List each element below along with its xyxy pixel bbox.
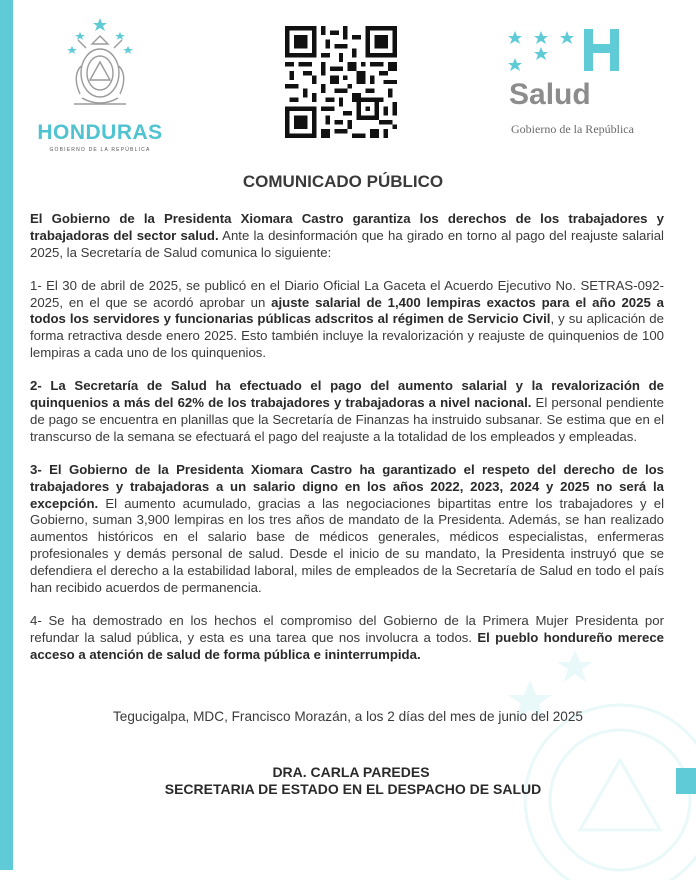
place-date: Tegucigalpa, MDC, Francisco Morazán, a los 2 días del mes de junio del 2025 [113, 709, 583, 724]
salud-wordmark: Salud [509, 78, 591, 111]
left-accent-bar [0, 0, 13, 870]
salud-subtitle: Gobierno de la República [511, 122, 634, 136]
page-title: COMUNICADO PÚBLICO [242, 172, 444, 191]
signature-position: SECRETARIA DE ESTADO EN EL DESPACHO DE SALUD [164, 781, 542, 797]
p1-pre: 1- El 30 de abril de 2025, se publicó en el Diario Oficial La Gaceta el Acuerdo Ejecutivo No. SETRAS-092-2025, en el que se acordó aprobar un [30, 277, 664, 310]
p4-bold: El pueblo hondureño merece acceso a atención de salud de forma pública e ininterrumpida. [30, 629, 664, 662]
p2-text: El personal pendiente de pago se encuentra en planillas que la Secretaría de Finanzas ha instruido subsanar. Se estima que en el transcurso de la semana se efectuará el pago del reajuste a la totalidad de los empleados y empleadas. [30, 395, 664, 444]
p2-bold: 2- La Secretaría de Salud ha efectuado el pago del aumento salarial y la revalorización de quinquenios a más del 62% de los trabajadores y trabajadoras a nivel nacional. [30, 378, 664, 411]
salud-logo [502, 24, 672, 144]
p4-text: 4- Se ha demostrado en los hechos el compromiso del Gobierno de la Primera Mujer Presidenta por refundar la salud pública, y esta es una tarea que nos involucra a todos. [30, 612, 664, 645]
honduras-logo [30, 18, 170, 158]
signature-name: DRA. CARLA PAREDES [272, 764, 430, 780]
intro-bold: El Gobierno de la Presidenta Xiomara Castro garantiza los derechos de los trabajadores y trabajadoras del sector salud. [30, 211, 664, 243]
paragraph-3 [30, 462, 664, 596]
p3-bold: 3- El Gobierno de la Presidenta Xiomara Castro ha garantizado el respeto del derecho de los trabajadores y trabajadoras a un salario digno en los años 2022, 2023, 2024 y 2025 no será la excepción. [30, 462, 664, 511]
p1-bold: ajuste salarial de 1,400 lempiras exactos para el año 2025 a todos los servidores y funcionarias públicas adscritos al régimen de Servicio Civil [30, 294, 665, 327]
paragraph-intro [30, 211, 664, 261]
honduras-wordmark: HONDURAS [37, 121, 163, 144]
paragraph-1 [30, 278, 664, 362]
paragraph-2 [30, 378, 664, 445]
honduras-subtitle: GOBIERNO DE LA REPÚBLICA [49, 147, 151, 153]
qr-code-icon [285, 26, 397, 138]
honduras-coat-of-arms-icon [50, 18, 150, 118]
p1-post: , y su aplicación de forma retractiva desde enero 2025. Esto también incluye la revalorización y reajuste de quinquenios de 100 lempiras a cada uno de los quinquenios. [30, 311, 664, 361]
communique-body [30, 211, 664, 680]
p3-text: El aumento acumulado, gracias a las negociaciones bipartitas entre los trabajadores y el Gobierno, suman 3,900 lempiras en los tres años de mandato de la Presidenta. Además, se han realizado aumentos históricos en el salario base de médicos generales, médicos especialistas, enfermeras profesionales y demás personal de salud. Desde el inicio de su mandato, la Presidenta instruyó que se defendiera el derecho a la estabilidad laboral, miles de empleados de la Secretaría de Salud en todo el país han recibido acuerdos de permanencia. [30, 495, 664, 595]
intro-text: Ante la desinformación que ha girado en torno al pago del reajuste salarial 2025, la Secretaría de Salud comunica lo siguiente: [30, 227, 664, 260]
watermark-seal-icon [470, 640, 696, 880]
salud-h-icon [507, 29, 637, 79]
